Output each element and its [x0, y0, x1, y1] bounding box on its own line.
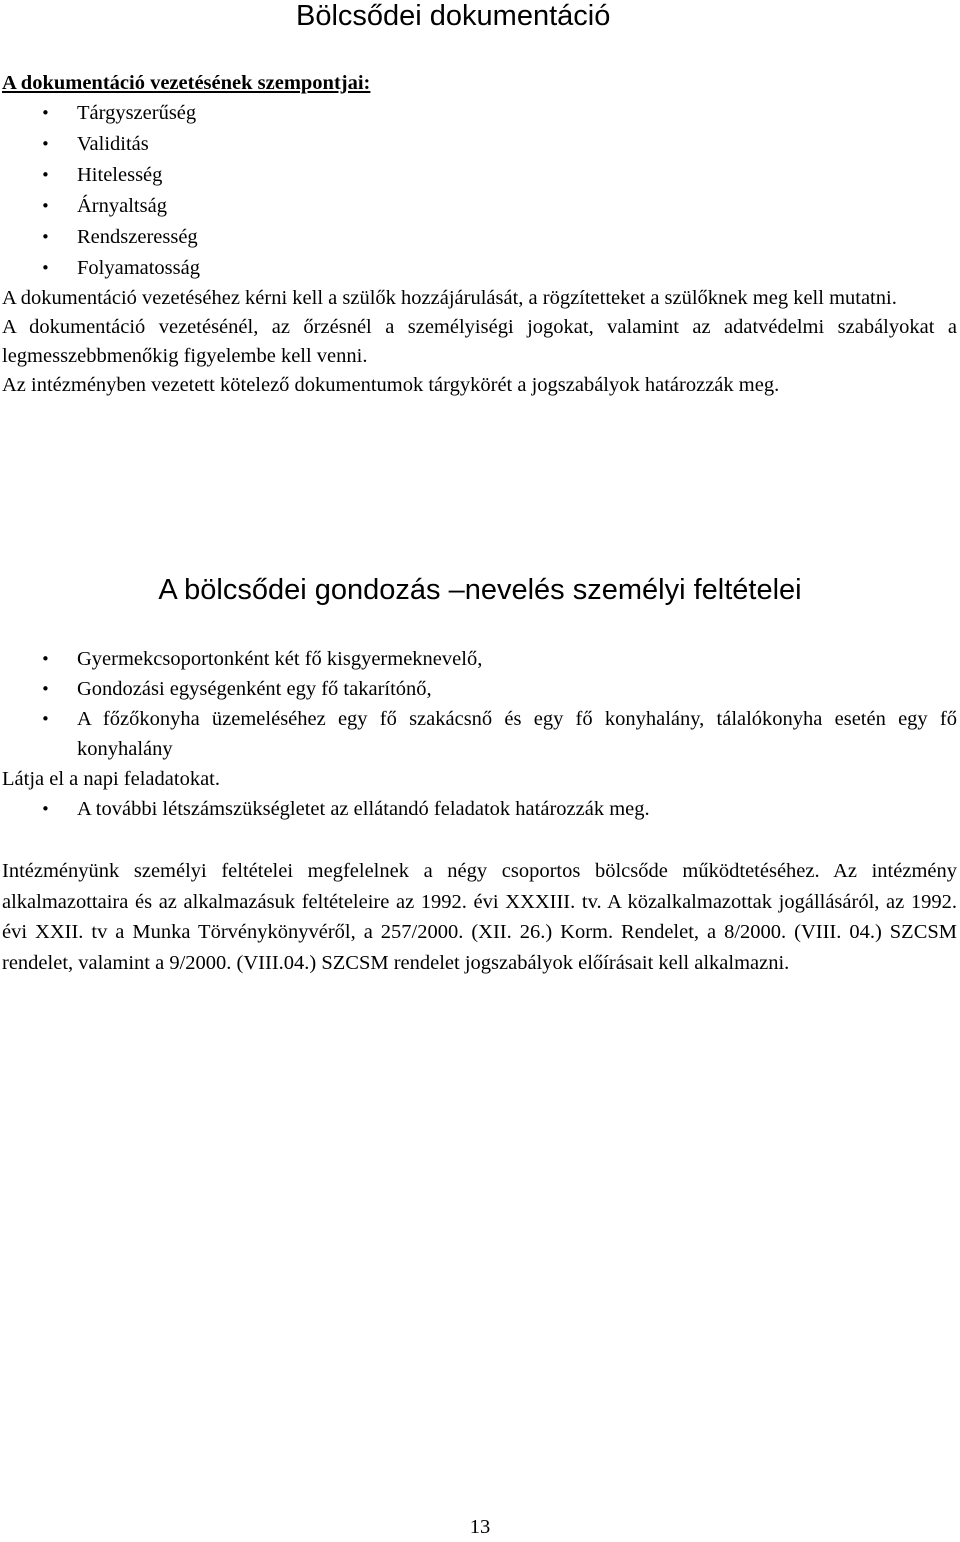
staffing-section — [2, 644, 957, 824]
criteria-item: • Validitás — [2, 129, 957, 160]
staffing-extra-list — [2, 794, 957, 824]
legal-requirements-paragraph: Intézményünk személyi feltételei megfelelnek a négy csoportos bölcsőde működtetéséhez. Az intézmény alkalmazottaira és az alkalmazásuk feltételeire az 1992. évi XXXIII. tv. A közalkalmazottak jogállásáról, az 1992. évi XXII. tv a Munka Törvénykönyvéről, a 257/2000. (XII. 26.) Korm. Rendelet, a 8/2000. (VIII. 04.) SZCSM rendelet, valamint a 9/2000. (VIII.04.) SZCSM rendelet jogszabályok előírásait kell alkalmazni. — [2, 860, 957, 974]
bullet-dot-icon: • — [41, 135, 50, 153]
consent-paragraph: A dokumentáció vezetéséhez kérni kell a szülők hozzájárulását, a rögzítetteket a szülőknek meg kell mutatni. — [2, 287, 897, 309]
bullet-dot-icon: • — [41, 680, 50, 698]
bullet-dot-icon: • — [41, 650, 50, 668]
criteria-item: • Rendszeresség — [2, 222, 957, 253]
bullet-dot-icon: • — [41, 259, 50, 277]
privacy-paragraph: A dokumentáció vezetésénél, az őrzésnél a személyiségi jogokat, valamint az adatvédelmi szabályokat a legmesszebbmenőkig figyelembe kell venni. — [2, 316, 957, 367]
bullet-dot-icon: • — [41, 710, 50, 728]
bullet-dot-icon: • — [41, 166, 50, 184]
mandatory-documents-paragraph: Az intézményben vezetett kötelező dokumentumok tárgykörét a jogszabályok határozzák meg. — [2, 374, 780, 396]
staffing-item: • A főzőkonyha üzemeléséhez egy fő szakácsnő és egy fő konyhalány, tálalókonyha esetén egy fő konyhalány — [2, 704, 957, 764]
staffing-heading: A bölcsődei gondozás –nevelés személyi feltételei — [158, 574, 802, 606]
staffing-list — [2, 644, 957, 764]
bullet-dot-icon: • — [41, 800, 50, 818]
daily-tasks-note: Látja el a napi feladatokat. — [2, 768, 220, 790]
bullet-dot-icon: • — [41, 104, 50, 122]
criteria-item: • Tárgyszerűség — [2, 98, 957, 129]
bullet-dot-icon: • — [41, 228, 50, 246]
bullet-dot-icon: • — [41, 197, 50, 215]
documentation-heading: A dokumentáció vezetésének szempontjai: — [2, 72, 371, 94]
page-title: Bölcsődei dokumentáció — [296, 0, 611, 32]
criteria-item: • Árnyaltság — [2, 191, 957, 222]
staffing-item: • A további létszámszükségletet az ellátandó feladatok határozzák meg. — [2, 794, 957, 824]
criteria-item: • Hitelesség — [2, 160, 957, 191]
page-number: 13 — [469, 1516, 491, 1538]
criteria-list — [2, 98, 957, 284]
staffing-item: • Gondozási egységenként egy fő takarítónő, — [2, 674, 957, 704]
documentation-section — [2, 68, 957, 400]
criteria-item: • Folyamatosság — [2, 253, 957, 284]
staffing-item: • Gyermekcsoportonként két fő kisgyermeknevelő, — [2, 644, 957, 674]
